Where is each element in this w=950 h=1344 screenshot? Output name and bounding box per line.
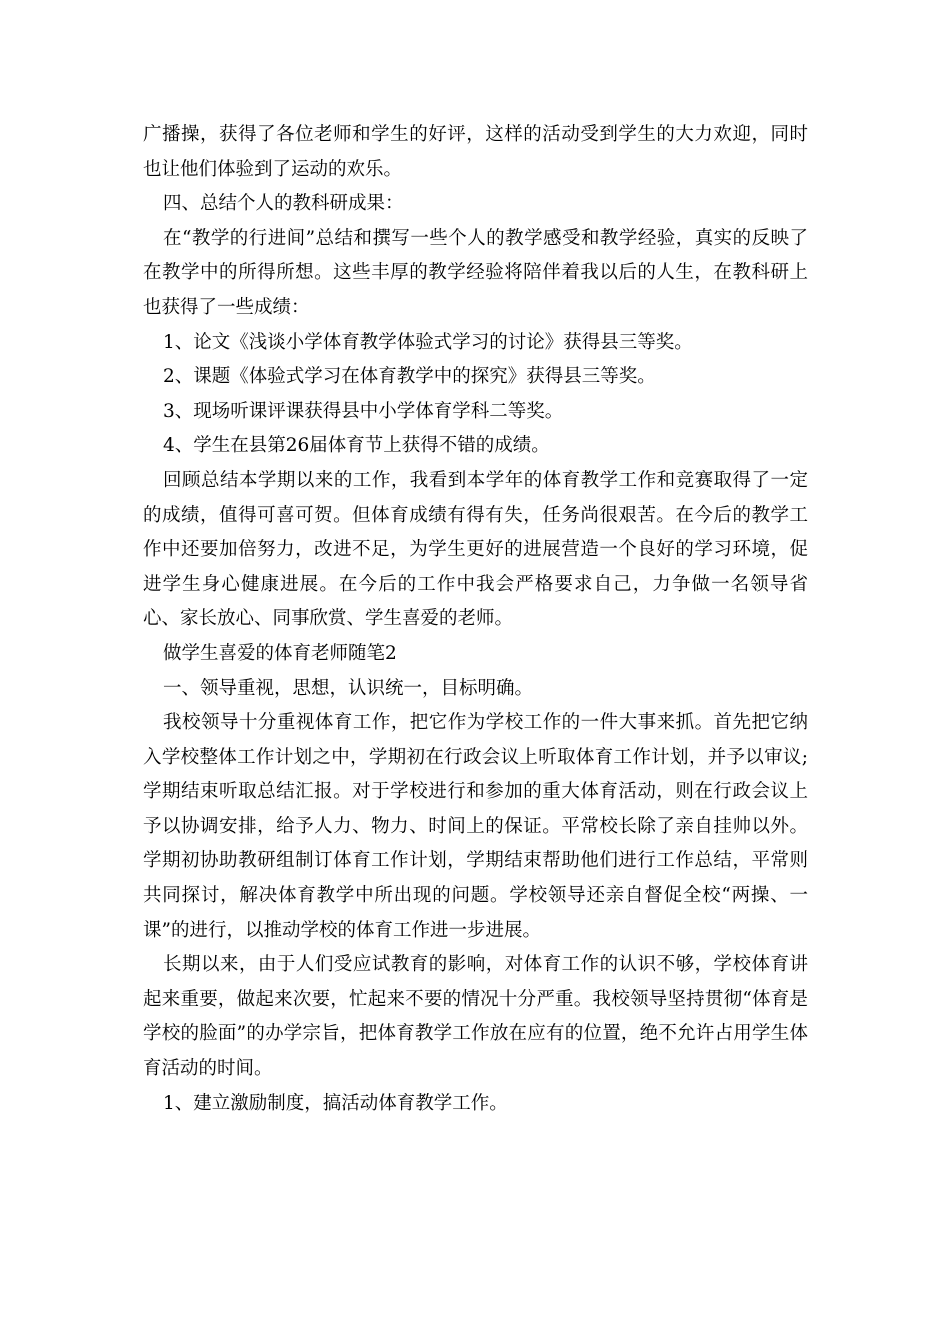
- list-item: 3、现场听课评课获得县中小学体育学科二等奖。: [163, 400, 564, 422]
- paragraph: 我校领导十分重视体育工作，把它作为学校工作的一件大事来抓。首先把它纳入学校整体工作计划之中，学期初在行政会议上听取体育工作计划，并予以审议;学期结束听取总结汇报。对于学校进行和参加的重大体育活动，则在行政会议上予以协调安排，给予人力、物力、时间上的保证。平常校长除了亲自挂帅以外。学期初协助教研组制订体育工作计划，学期结束帮助他们进行工作总结，平常则共同探讨，解决体育教学中所出现的问题。学校领导还亲自督促全校“两操、一课”的进行，以推动学校的体育工作进一步进展。: [143, 712, 808, 941]
- list-item: 1、建立激励制度，搞活动体育教学工作。: [163, 1092, 508, 1114]
- list-item: 4、学生在县第26届体育节上获得不错的成绩。: [163, 435, 550, 457]
- document-body: [143, 118, 808, 1121]
- section-heading: 四、总结个人的教科研成果：: [163, 193, 404, 215]
- list-item: 1、论文《浅谈小学体育教学体验式学习的讨论》获得县三等奖。: [163, 331, 693, 353]
- paragraph: 回顾总结本学期以来的工作，我看到本学年的体育教学工作和竞赛取得了一定的成绩，值得可喜可贺。但体育成绩有得有失，任务尚很艰苦。在今后的教学工作中还要加倍努力，改进不足，为学生更好的进展营造一个良好的学习环境，促进学生身心健康进展。在今后的工作中我会严格要求自己，力争做一名领导省心、家长放心、同事欣赏、学生喜爱的老师。: [143, 469, 808, 630]
- list-item: 2、课题《体验式学习在体育教学中的探究》获得县三等奖。: [163, 366, 656, 388]
- paragraph: 长期以来，由于人们受应试教育的影响，对体育工作的认识不够，学校体育讲起来重要，做起来次要，忙起来不要的情况十分严重。我校领导坚持贯彻“体育是学校的脸面”的办学宗旨，把体育教学工作放在应有的位置，绝不允许占用学生体育活动的时间。: [143, 954, 808, 1080]
- paragraph: 广播操，获得了各位老师和学生的好评，这样的活动受到学生的大力欢迎，同时也让他们体验到了运动的欢乐。: [143, 124, 808, 180]
- paragraph: 在“教学的行进间”总结和撰写一些个人的教学感受和教学经验，真实的反映了在教学中的所得所想。这些丰厚的教学经验将陪伴着我以后的人生，在教科研上也获得了一些成绩：: [143, 227, 808, 318]
- article-title: 做学生喜爱的体育老师随笔2: [163, 642, 397, 664]
- section-heading: 一、领导重视，思想，认识统一，目标明确。: [163, 677, 534, 699]
